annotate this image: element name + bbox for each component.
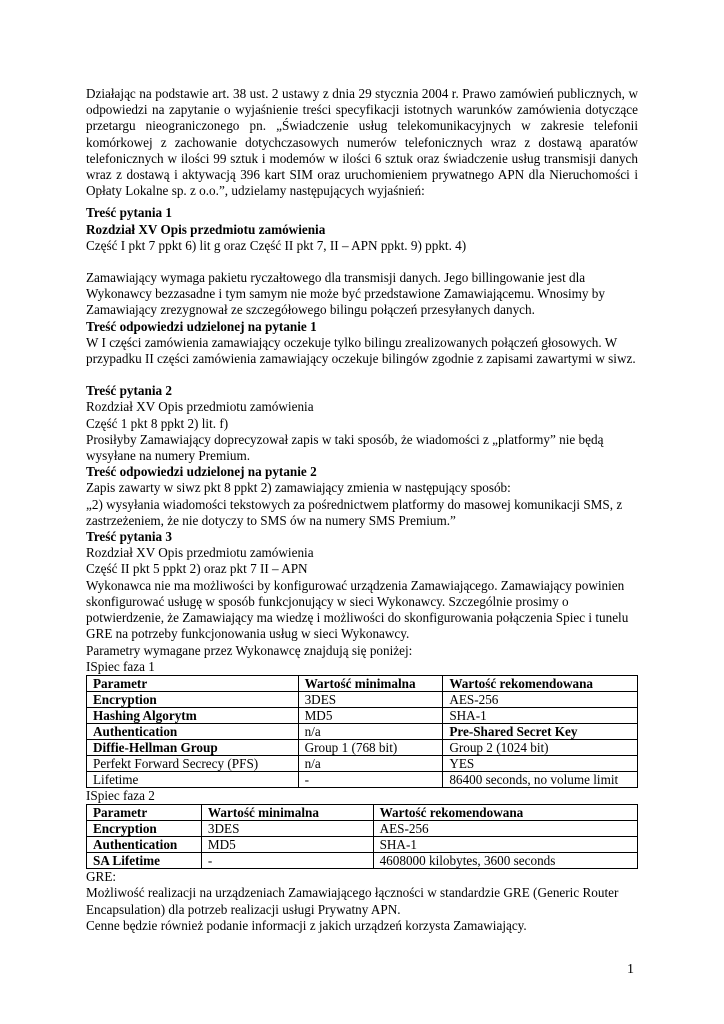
table-row — [87, 723, 638, 739]
table-cell: SA Lifetime — [87, 853, 202, 869]
table-cell: n/a — [298, 755, 443, 771]
table-row — [87, 853, 638, 869]
table-row — [87, 707, 638, 723]
table-cell: Authentication — [87, 837, 202, 853]
table-cell: SHA-1 — [443, 707, 638, 723]
table-cell: Group 1 (768 bit) — [298, 739, 443, 755]
table-cell: YES — [443, 755, 638, 771]
question-1-section: Rozdział XV Opis przedmiotu zamówienia — [86, 221, 326, 237]
table-row — [87, 771, 638, 787]
phase-1-table — [86, 675, 638, 788]
table-cell: 3DES — [298, 691, 443, 707]
question-2-section: Rozdział XV Opis przedmiotu zamówienia — [86, 399, 314, 415]
table-row — [87, 691, 638, 707]
table-cell: - — [298, 771, 443, 787]
header-cell: Parametr — [87, 675, 299, 691]
question-3-title: Treść pytania 3 — [86, 529, 172, 545]
table-row — [87, 821, 638, 837]
table-cell: Pre-Shared Secret Key — [443, 723, 638, 739]
answer-2-title: Treść odpowiedzi udzielonej na pytanie 2 — [86, 464, 317, 480]
header-cell: Wartość minimalna — [201, 805, 373, 821]
answer-2-intro: Zapis zawarty w siwz pkt 8 ppkt 2) zamawiający zmienia w następujący sposób: — [86, 480, 511, 496]
table-cell: 3DES — [201, 821, 373, 837]
question-2-reference: Część 1 pkt 8 ppkt 2) lit. f) — [86, 415, 229, 431]
document-page — [86, 86, 638, 934]
table-cell: Encryption — [87, 691, 299, 707]
header-cell: Wartość rekomendowana — [443, 675, 638, 691]
phase-2-table — [86, 804, 638, 869]
params-intro: Parametry wymagane przez Wykonawcę znajdują się poniżej: — [86, 642, 413, 658]
phase-1-label: ISpiec faza 1 — [86, 658, 155, 674]
table-cell: SHA-1 — [373, 837, 637, 853]
table-row — [87, 837, 638, 853]
question-2-body: Prosiłyby Zamawiający doprecyzował zapis w taki sposób, że wiadomości z „platformy” nie będą wysyłane na numery Premium. — [86, 431, 604, 464]
table-cell: Hashing Algorytm — [87, 707, 299, 723]
table-cell: 4608000 kilobytes, 3600 seconds — [373, 853, 637, 869]
table-cell: MD5 — [201, 837, 373, 853]
question-1-title: Treść pytania 1 — [86, 205, 172, 221]
gre-note: Cenne będzie również podanie informacji z jakich urządzeń korzysta Zamawiający. — [86, 917, 527, 933]
answer-1-title: Treść odpowiedzi udzielonej na pytanie 1 — [86, 318, 317, 334]
answer-2-quote: „2) wysyłania wiadomości tekstowych za pośrednictwem platformy do masowej komunikacji SMS, z zastrzeżeniem, że nie dotyczy to SMS ów na numery SMS Premium.” — [86, 496, 623, 528]
table-cell: - — [201, 853, 373, 869]
table-cell: Encryption — [87, 821, 202, 837]
gre-label: GRE: — [86, 869, 117, 885]
table-cell: Lifetime — [87, 771, 299, 787]
question-3-section: Rozdział XV Opis przedmiotu zamówienia — [86, 545, 314, 561]
intro-paragraph: Działając na podstawie art. 38 ust. 2 ustawy z dnia 29 stycznia 2004 r. Prawo zamówień publicznych, w odpowiedzi na zapytanie o wyjaśnienie treści specyfikacji istotnych warunków zamówienia dotyczące przetargu nieograniczonego pn. „Świadczenie usług telekomunikacyjnych w zakresie telefonii komórkowej z zachowanie dotychczasowych numerów telefonicznych wraz z dostawą aparatów telefonicznych w ilości 99 sztuk i modemów w ilości 6 sztuk oraz świadczenie usług transmisji danych wraz z dostawą i aktywacją 396 kart SIM oraz uruchomieniem prywatnego APN dla Nieruchomości i Opłaty Lokalne sp. z o.o.”, udzielamy następujących wyjaśnień: — [86, 86, 638, 199]
question-2-title: Treść pytania 2 — [86, 383, 172, 399]
table-cell: n/a — [298, 723, 443, 739]
table-cell: AES-256 — [443, 691, 638, 707]
table-cell: MD5 — [298, 707, 443, 723]
table-header-row — [87, 805, 638, 821]
header-cell: Wartość rekomendowana — [373, 805, 637, 821]
table-cell: 86400 seconds, no volume limit — [443, 771, 638, 787]
question-3-reference: Część II pkt 5 ppkt 2) oraz pkt 7 II – APN — [86, 561, 308, 577]
page-number: 1 — [627, 962, 634, 977]
question-1-reference: Część I pkt 7 ppkt 6) lit g oraz Część II pkt 7, II – APN ppkt. 9) ppkt. 4) — [86, 237, 467, 253]
table-header-row — [87, 675, 638, 691]
gre-text: Możliwość realizacji na urządzeniach Zamawiającego łączności w standardzie GRE (Generic Router Encapsulation) dla potrzeb realizacji usługi Prywatny APN. — [86, 885, 619, 917]
question-1-body: Zamawiający wymaga pakietu ryczałtowego dla transmisji danych. Jego billingowanie jest dla Wykonawcy bezzasadne i tym samym nie może być przedstawione Zamawiającemu. Wnosimy by Zamawiający zrezygnował ze szczegółowego bilingu połączeń przesyłanych danych. — [86, 270, 605, 318]
table-cell: AES-256 — [373, 821, 637, 837]
table-cell: Perfekt Forward Secrecy (PFS) — [87, 755, 299, 771]
table-cell: Group 2 (1024 bit) — [443, 739, 638, 755]
header-cell: Parametr — [87, 805, 202, 821]
phase-2-label: ISpiec faza 2 — [86, 787, 155, 803]
table-cell: Authentication — [87, 723, 299, 739]
table-cell: Diffie-Hellman Group — [87, 739, 299, 755]
header-cell: Wartość minimalna — [298, 675, 443, 691]
table-row — [87, 739, 638, 755]
table-row — [87, 755, 638, 771]
question-3-body: Wykonawca nie ma możliwości by konfigurować urządzenia Zamawiającego. Zamawiający powinien skonfigurować usługę w sposób funkcjonujący w sieci Wykonawcy. Szczególnie prosimy o potwierdzenie, że Zamawiający ma wiedzę i możliwości do skonfigurowania połączenia Spiec i tunelu GRE na potrzeby funkcjonowania usług w sieci Wykonawcy. — [86, 577, 629, 642]
answer-1-body: W I części zamówienia zamawiający oczekuje tylko bilingu zrealizowanych połączeń głosowych. W przypadku II części zamówienia zamawiający oczekuje bilingów zgodnie z zapisami zawartymi w siwz. — [86, 334, 636, 367]
